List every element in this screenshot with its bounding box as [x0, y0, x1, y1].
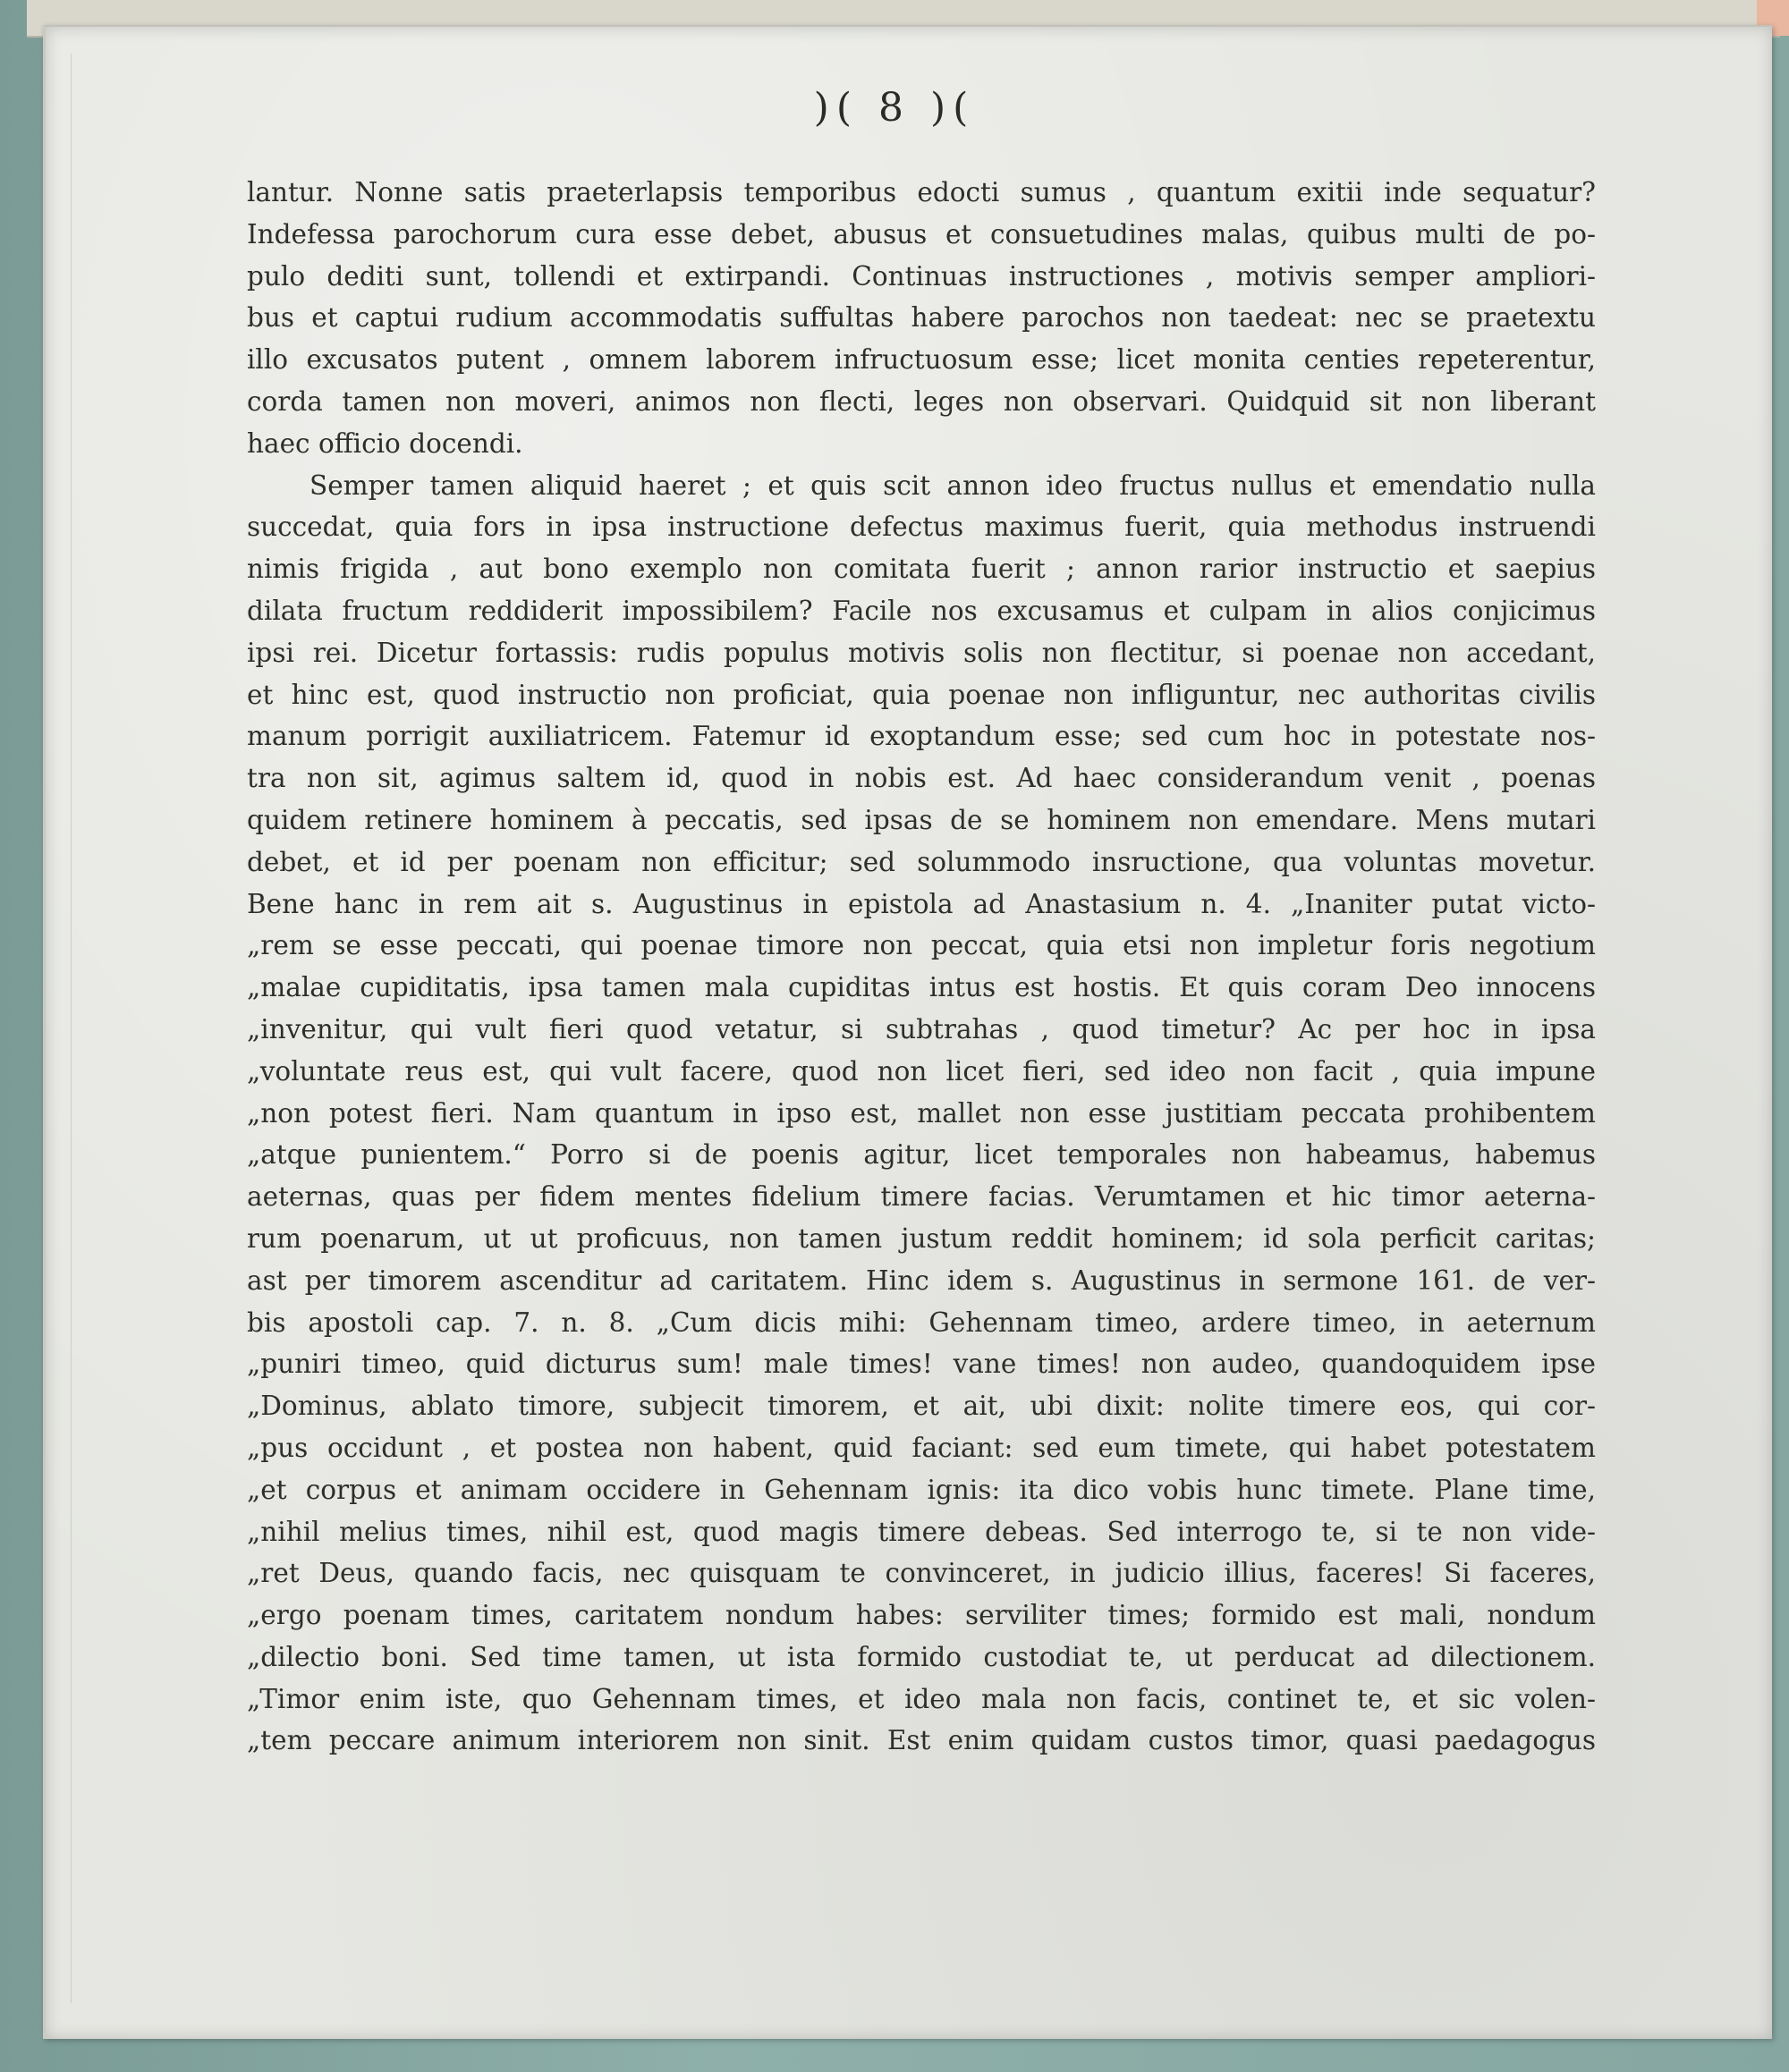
text-line: nimis frigida , aut bono exemplo non comitata fuerit ; annon rarior instructio et saepius	[247, 554, 1596, 585]
text-line: „Dominus, ablato timore, subjecit timorem, et ait, ubi dixit: nolite timere eos, qui cor-	[247, 1391, 1596, 1422]
text-line: quidem retinere hominem à peccatis, sed ipsas de se hominem non emendare. Mens mutari	[247, 804, 1596, 835]
text-line: „invenitur, qui vult fieri quod vetatur, si subtrahas , quod timetur? Ac per hoc in ipsa	[247, 1013, 1596, 1044]
text-line: „non potest fieri. Nam quantum in ipso est, mallet non esse justitiam peccata prohibentem	[247, 1097, 1596, 1129]
text-line: ast per timorem ascenditur ad caritatem. Hinc idem s. Augustinus in sermone 161. de ver-	[247, 1264, 1596, 1296]
text-line: et hinc est, quod instructio non proficiat, quia poenae non infliguntur, nec authoritas civilis	[247, 679, 1596, 710]
text-line: „malae cupiditatis, ipsa tamen mala cupiditas intus est hostis. Et quis coram Deo innocens	[247, 972, 1596, 1003]
text-line: bus et captui rudium accommodatis suffultas habere parochos non taedeat: nec se praetextu	[247, 302, 1596, 334]
text-line: „ret Deus, quando facis, nec quisquam te convinceret, in judicio illius, faceres! Si faceres,	[247, 1558, 1596, 1589]
text-line: haec officio docendi.	[247, 427, 523, 459]
text-line: dilata fructum reddiderit impossibilem? Facile nos excusamus et culpam in alios conjicimus	[247, 595, 1596, 626]
page-number-header: )( 8 )(	[813, 85, 976, 131]
text-line: „voluntate reus est, qui vult facere, quod non licet fieri, sed ideo non facit , quia impune	[247, 1055, 1596, 1087]
text-line: „dilectio boni. Sed time tamen, ut ista formido custodiat te, ut perducat ad dilectionem.	[247, 1641, 1596, 1672]
text-line: „nihil melius times, nihil est, quod magis timere debeas. Sed interrogo te, si te non vide-	[247, 1516, 1596, 1547]
text-line: ipsi rei. Dicetur fortassis: rudis populus motivis solis non flectitur, si poenae non accedant,	[247, 637, 1596, 668]
text-line: „atque punientem.“ Porro si de poenis agitur, licet temporales non habeamus, habemus	[247, 1139, 1596, 1171]
text-line: Bene hanc in rem ait s. Augustinus in epistola ad Anastasium n. 4. „Inaniter putat victo-	[247, 888, 1596, 919]
body-text	[247, 172, 1596, 1762]
text-line: „rem se esse peccati, qui poenae timore non peccat, quia etsi non impletur foris negotium	[247, 930, 1596, 961]
text-line: manum porrigit auxiliatricem. Fatemur id exoptandum esse; sed cum hoc in potestate nos-	[247, 721, 1596, 752]
text-line: „pus occidunt , et postea non habent, quid faciant: sed eum timete, qui habet potestatem	[247, 1432, 1596, 1463]
text-line: Indefessa parochorum cura esse debet, abusus et consuetudines malas, quibus multi de po-	[247, 218, 1596, 249]
text-line: „ergo poenam times, caritatem nondum habes: serviliter times; formido est mali, nondum	[247, 1600, 1596, 1631]
text-line: lantur. Nonne satis praeterlapsis temporibus edocti sumus , quantum exitii inde sequatur?	[247, 177, 1596, 207]
text-line: corda tamen non moveri, animos non flecti, leges non observari. Quidquid sit non liberant	[247, 385, 1596, 417]
text-line: „Timor enim iste, quo Gehennam times, et ideo mala non facis, continet te, et sic volen-	[247, 1683, 1596, 1714]
text-line: rum poenarum, ut ut proficuus, non tamen justum reddit hominem; id sola perficit caritas;	[247, 1222, 1596, 1254]
text-line: aeternas, quas per fidem mentes fidelium timere facias. Verumtamen et hic timor aeterna-	[247, 1181, 1596, 1213]
text-line: „tem peccare animum interiorem non sinit. Est enim quidam custos timor, quasi paedagogus	[247, 1725, 1596, 1756]
text-line: succedat, quia fors in ipsa instructione defectus maximus fuerit, quia methodus instruendi	[247, 512, 1596, 543]
text-line: pulo dediti sunt, tollendi et extirpandi. Continuas instructiones , motivis semper ampliori-	[247, 260, 1596, 292]
text-line: bis apostoli cap. 7. n. 8. „Cum dicis mihi: Gehennam timeo, ardere timeo, in aeternum	[247, 1307, 1596, 1338]
text-line: debet, et id per poenam non efficitur; sed solummodo insructione, qua voluntas movetur.	[247, 846, 1596, 877]
text-line: tra non sit, agimus saltem id, quod in nobis est. Ad haec considerandum venit , poenas	[247, 763, 1596, 794]
text-line: „puniri timeo, quid dicturus sum! male times! vane times! non audeo, quandoquidem ipse	[247, 1349, 1596, 1380]
text-line: „et corpus et animam occidere in Gehennam ignis: ita dico vobis hunc timete. Plane time,	[247, 1474, 1596, 1505]
paragraph-start-line: Semper tamen aliquid haeret ; et quis scit annon ideo fructus nullus et emendatio nulla	[309, 469, 1596, 501]
text-line: illo excusatos putent , omnem laborem infructuosum esse; licet monita centies repeterentur,	[247, 344, 1596, 376]
